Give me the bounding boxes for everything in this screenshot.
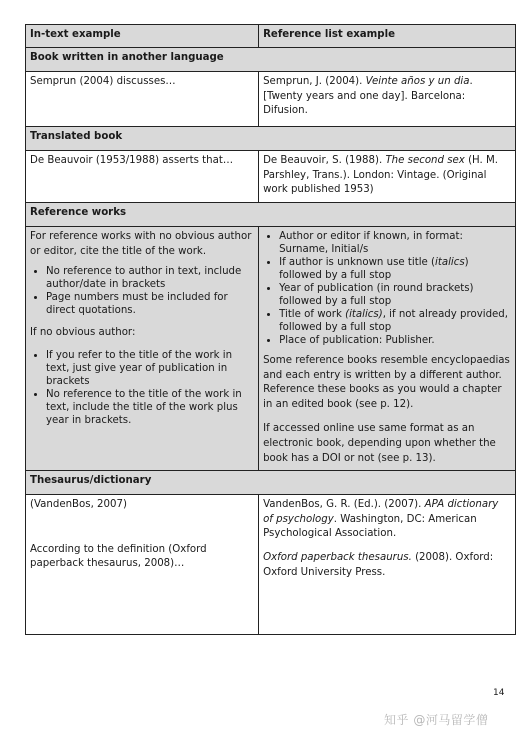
in-text-example: According to the definition (Oxford paperback thesaurus, 2008)… <box>30 543 207 570</box>
list-item: • No reference to author in text, include author/date in brackets <box>46 265 254 291</box>
list-item: • No reference to the title of the work in text, include the title of the work plus year in brackets. <box>46 388 254 427</box>
ref-author-year: De Beauvoir, S. (1988). <box>263 155 386 166</box>
in-text-cell <box>26 151 259 203</box>
section-row-book-other-language <box>26 48 516 72</box>
table-row <box>26 72 516 127</box>
ref-rest: . [Twenty years and one day]. Barcelona: Difusion. <box>263 76 473 117</box>
in-text-example: De Beauvoir (1953/1988) asserts that… <box>30 155 234 166</box>
text-italic: Oxford paperback thesaurus. <box>263 551 412 563</box>
text: , if not already provided, followed by a full stop <box>279 309 509 333</box>
section-title: Thesaurus/dictionary <box>26 471 516 495</box>
header-in-text: In-text example <box>26 25 259 48</box>
text: ) followed by a full stop <box>279 257 469 281</box>
bullet-list <box>30 265 254 317</box>
reference-entry <box>263 551 511 580</box>
section-title: Translated book <box>26 127 516 151</box>
reference-cell <box>259 72 516 127</box>
in-text-example: Semprun (2004) discusses… <box>30 76 176 87</box>
section-row-translated-book <box>26 127 516 151</box>
no-author-text: If no obvious author: <box>30 327 136 339</box>
table-row <box>26 495 516 635</box>
in-text-cell <box>26 72 259 127</box>
reference-table <box>25 24 516 635</box>
ref-rest: (H. M. Parshley, Trans.). London: Vintage. (Original work published 1953) <box>263 155 499 196</box>
in-text-cell <box>26 227 259 471</box>
list-item: • Author or editor if known, in format: Surname, Initial/s <box>279 230 511 256</box>
table-row <box>26 227 516 471</box>
section-row-thesaurus <box>26 471 516 495</box>
in-text-example: (VandenBos, 2007) <box>30 499 127 511</box>
list-item <box>279 256 511 282</box>
in-text-cell <box>26 495 259 635</box>
header-reference: Reference list example <box>259 25 516 48</box>
paragraph: Some reference books resemble encyclopaedias and each entry is written by a different author. Reference these books as you would a chapter in an edited book (see p. 12). <box>263 355 510 410</box>
list-item <box>279 308 511 334</box>
intro-text: For reference works with no obvious author or editor, cite the title of the work. <box>30 231 252 257</box>
text: Title of work <box>279 309 346 320</box>
ref-title: The second sex <box>385 155 465 166</box>
list-item: • If you refer to the title of the work in text, just give year of publication in brackets <box>46 349 254 388</box>
list-item: • Page numbers must be included for direct quotations. <box>46 291 254 317</box>
paragraph: If accessed online use same format as an electronic book, depending upon whether the book has a DOI or not (see p. 13). <box>263 423 496 464</box>
section-row-reference-works <box>26 203 516 227</box>
reference-entry <box>263 498 511 542</box>
list-item: • Place of publication: Publisher. <box>279 334 511 347</box>
reference-cell <box>259 151 516 203</box>
table-header-row <box>26 25 516 48</box>
ref-title: Veinte años y un dia <box>365 76 470 87</box>
bullet-list <box>263 230 511 347</box>
text-italic: italics <box>435 257 465 268</box>
text: If author is unknown use title ( <box>279 257 436 268</box>
list-item: • Year of publication (in round brackets) followed by a full stop <box>279 282 511 308</box>
text-italic: (italics) <box>345 309 383 320</box>
reference-cell <box>259 495 516 635</box>
reference-cell <box>259 227 516 471</box>
watermark-text: 知乎 @河马留学僧 <box>384 713 489 727</box>
bullet-list <box>30 349 254 427</box>
section-title: Reference works <box>26 203 516 227</box>
text-italic: APA dictionary of psychology <box>263 499 499 525</box>
table-row <box>26 151 516 203</box>
text: (2008). Oxford: Oxford University Press. <box>263 551 494 578</box>
section-title: Book written in another language <box>26 48 516 72</box>
page-number: 14 <box>493 688 505 698</box>
ref-author-year: Semprun, J. (2004). <box>263 76 366 87</box>
text: . Washington, DC: American Psychological Association. <box>263 513 477 540</box>
text: VandenBos, G. R. (Ed.). (2007). <box>263 499 425 511</box>
